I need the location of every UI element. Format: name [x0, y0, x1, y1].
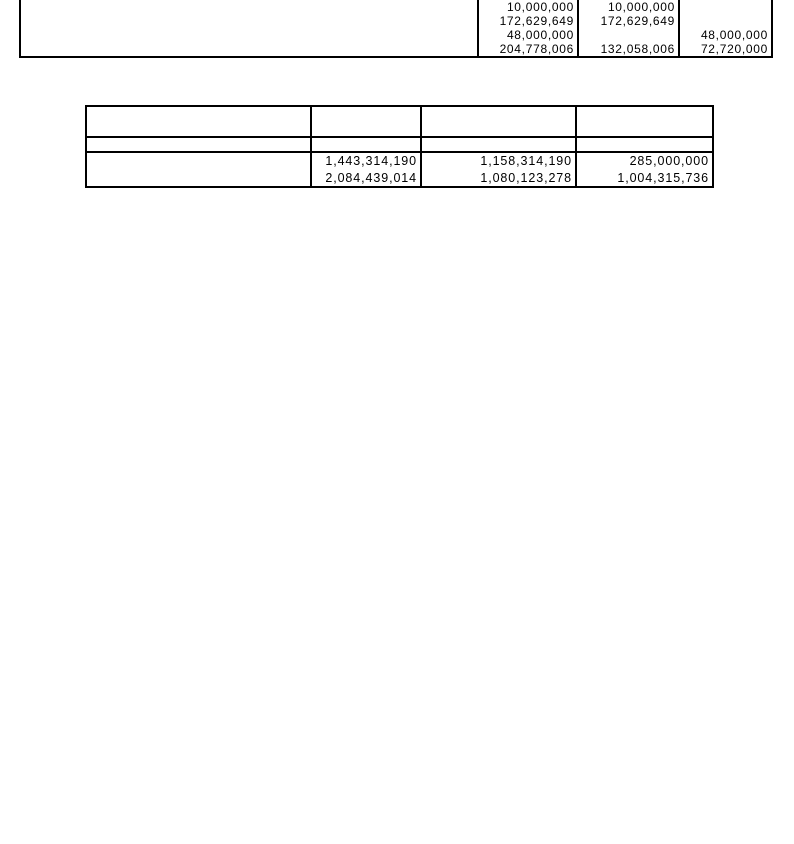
table-cell [21, 14, 477, 28]
table-cell: 2,084,439,014 [310, 170, 420, 187]
table-cell: 1,080,123,278 [420, 170, 575, 187]
table-cell: 48,000,000 [678, 28, 771, 42]
top-table-fragment [19, 0, 773, 58]
table-cell: 1,158,314,190 [420, 153, 575, 170]
table-header-cell [575, 107, 712, 138]
table-header-cell [420, 107, 575, 138]
table-cell: 72,720,000 [678, 42, 771, 56]
table-cell [575, 138, 712, 153]
table-cell: 132,058,006 [577, 42, 678, 56]
table-cell: 172,629,649 [577, 14, 678, 28]
table-cell [21, 0, 477, 14]
table-cell: 204,778,006 [477, 42, 577, 56]
table-cell [87, 153, 310, 170]
table-cell [577, 28, 678, 42]
table-cell: 285,000,000 [575, 153, 712, 170]
table-cell: 1,443,314,190 [310, 153, 420, 170]
table-header-cell [87, 107, 310, 138]
table-cell [87, 170, 310, 187]
table-cell [420, 138, 575, 153]
table-cell: 172,629,649 [477, 14, 577, 28]
table-cell [87, 138, 310, 153]
table-cell: 10,000,000 [477, 0, 577, 14]
summary-table [85, 105, 714, 188]
table-cell [678, 14, 771, 28]
table-cell: 1,004,315,736 [575, 170, 712, 187]
table-cell [678, 0, 771, 14]
table-cell: 48,000,000 [477, 28, 577, 42]
table-cell [21, 42, 477, 56]
table-cell: 10,000,000 [577, 0, 678, 14]
table-cell [310, 138, 420, 153]
table-cell [21, 28, 477, 42]
table-header-cell [310, 107, 420, 138]
